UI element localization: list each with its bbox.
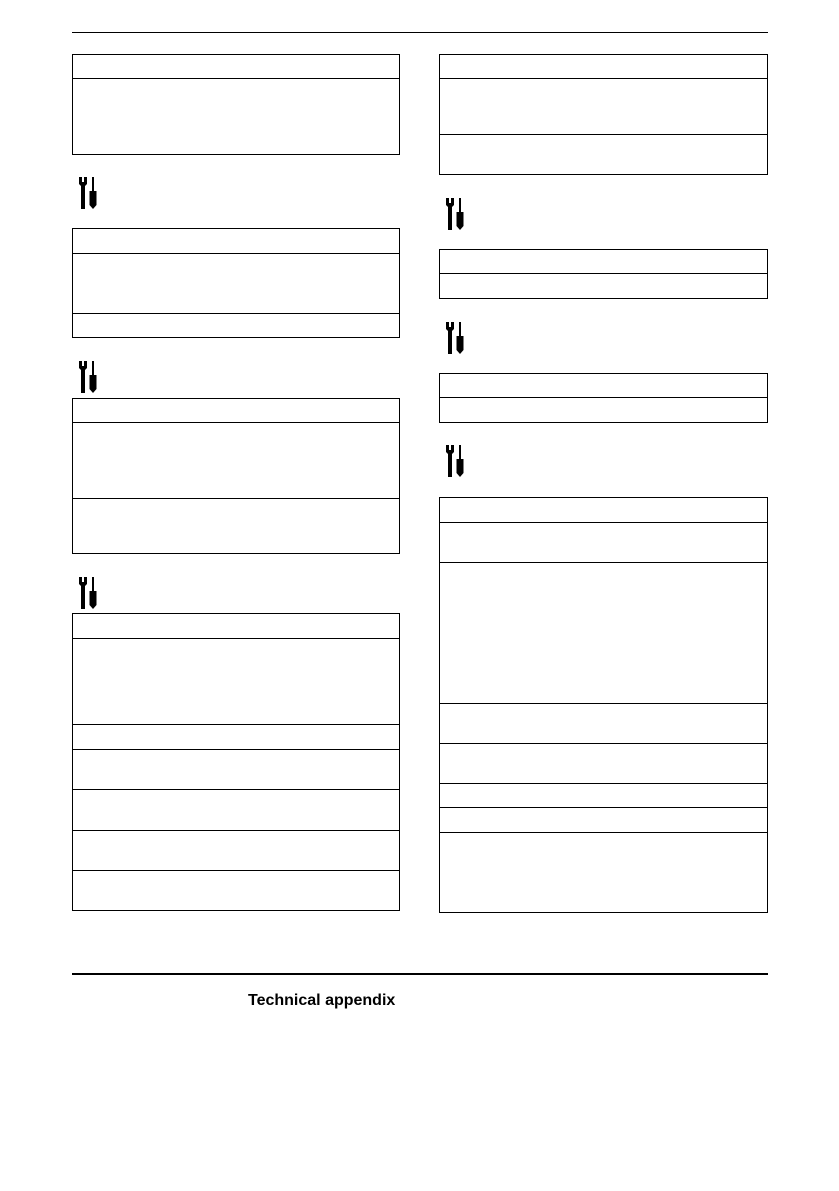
footer-title: Technical appendix: [248, 992, 396, 1009]
table-row: [440, 784, 767, 808]
spec-table-4: [72, 613, 400, 911]
table-row: [73, 254, 399, 314]
table-row: [440, 250, 767, 274]
table-row: [73, 229, 399, 254]
table-row: [440, 563, 767, 704]
wrench-screwdriver-icon: [77, 176, 99, 210]
table-row: [73, 399, 399, 423]
spec-table-8: [439, 497, 768, 913]
spec-table-3: [72, 398, 400, 554]
table-row: [440, 79, 767, 135]
table-row: [440, 374, 767, 398]
table-row: [440, 523, 767, 563]
wrench-screwdriver-icon: [77, 576, 99, 610]
table-row: [440, 274, 767, 298]
table-row: [73, 831, 399, 871]
table-row: [73, 790, 399, 831]
table-row: [440, 744, 767, 784]
table-row: [440, 398, 767, 422]
table-row: [440, 135, 767, 174]
table-row: [73, 614, 399, 639]
wrench-screwdriver-icon: [444, 197, 466, 231]
table-row: [73, 499, 399, 553]
spec-table-5: [439, 54, 768, 175]
header-rule: [72, 32, 768, 33]
wrench-screwdriver-icon: [444, 444, 466, 478]
wrench-screwdriver-icon: [77, 360, 99, 394]
table-row: [440, 808, 767, 833]
table-row: [73, 639, 399, 725]
table-row: [440, 704, 767, 744]
table-row: [73, 423, 399, 499]
table-row: [440, 498, 767, 523]
table-row: [73, 750, 399, 790]
table-row: [73, 55, 399, 79]
footer-rule: [72, 973, 768, 975]
spec-table-7: [439, 373, 768, 423]
table-row: [73, 79, 399, 154]
table-row: [73, 725, 399, 750]
spec-table-1: [72, 54, 400, 155]
spec-table-2: [72, 228, 400, 338]
wrench-screwdriver-icon: [444, 321, 466, 355]
table-row: [73, 314, 399, 337]
table-row: [440, 55, 767, 79]
table-row: [73, 871, 399, 910]
table-row: [440, 833, 767, 912]
spec-table-6: [439, 249, 768, 299]
